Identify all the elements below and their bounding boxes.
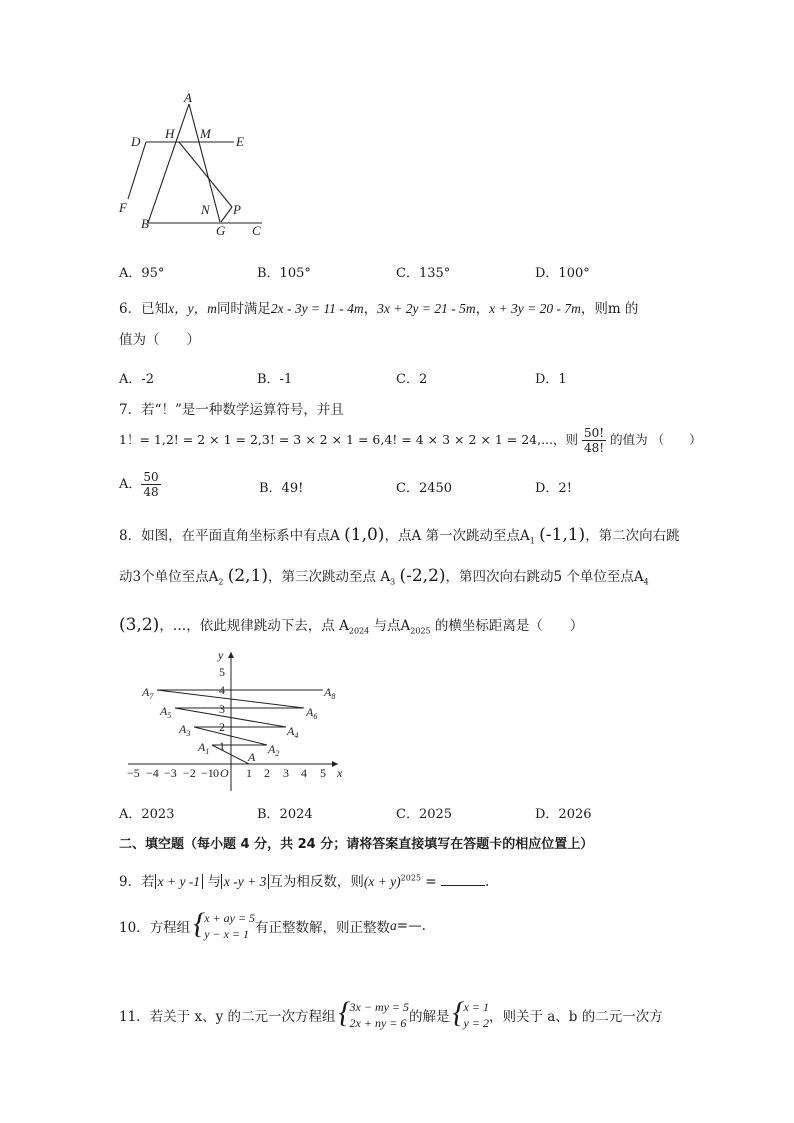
label-G: G xyxy=(216,223,226,238)
x-tick-5: 5 xyxy=(320,766,326,780)
label-A: A xyxy=(184,92,192,105)
q6-line1: 6．已知x，y，m同时满足2x - 3y = 11 - 4m，3x + 2y = 21 - 5m，x + 3y = 20 - 7m，则m 的 xyxy=(119,301,639,317)
x-tick-4: 4 xyxy=(301,766,307,780)
q7-option-a[interactable]: A． $\frac{50}{48}$ xyxy=(119,470,159,499)
y-tick-1: 1 xyxy=(219,739,225,753)
axis-label-x: x xyxy=(337,766,343,780)
q11-solution-system: { x = 1 y = 2 xyxy=(456,999,489,1031)
q7-line2: 1！= 1,2! = 2 × 1 = 2,3! = 3 × 2 × 1 = 6,4! = 4 × 3 × 2 × 1 = 24,...，则 $\frac{50!}{48!}$ 的值为 （ ） xyxy=(119,426,702,455)
label-E: E xyxy=(236,134,244,149)
x-tick-3: 3 xyxy=(283,766,289,780)
x-tick-0: 0 xyxy=(213,766,219,780)
label-N: N xyxy=(201,202,210,217)
q8-line3: (3,2)，…，依此规律跳动下去，点 $A_{2024}$ 与点$A_{2025}$ 的横坐标距离是（ ） xyxy=(119,615,584,636)
point-A1: $A_1$ xyxy=(198,740,210,756)
q8-option-d[interactable]: D．2026 xyxy=(535,807,592,822)
q5-option-b[interactable]: B．105° xyxy=(257,266,311,281)
q8-coordinate-graph xyxy=(120,646,360,794)
label-B: B xyxy=(141,216,149,231)
q9-abs2: x -y + 3 xyxy=(221,874,269,889)
q10-line: 10．方程组 { x + ay = 5 y − x = 1 有正整数解，则正整数 a =—. xyxy=(119,906,426,946)
section-heading: 二、填空题（每小题 4 分，共 24 分；请将答案直接填写在答题卡的相应位置上） xyxy=(119,837,594,852)
q6-line2: 值为（ ） xyxy=(119,332,200,348)
label-F: F xyxy=(119,200,127,215)
x-tick-neg5: −5 xyxy=(127,766,140,780)
q6-option-b[interactable]: B．-1 xyxy=(257,372,293,387)
x-tick-neg2: −2 xyxy=(183,766,196,780)
y-tick-4: 4 xyxy=(219,683,225,697)
point-A7: $A_7$ xyxy=(142,685,154,701)
origin-label: O xyxy=(220,766,229,780)
q7-line1: 7．若“！”是一种数学运算符号，并且 xyxy=(119,402,344,418)
q9-answer-blank[interactable] xyxy=(441,873,485,886)
q11-equation-system: { 3x − my = 5 2x + ny = 6 xyxy=(342,999,410,1031)
q8-line2: 动3个单位至点$A_2$ (2,1)，第三次跳动至点 $A_3$ (-2,2)，第四次向右跳动5 个单位至点$A_4$ xyxy=(119,566,649,587)
label-P: P xyxy=(233,202,241,217)
q6-option-c[interactable]: C．2 xyxy=(396,372,428,387)
x-tick-neg1: −1 xyxy=(201,766,214,780)
x-tick-1: 1 xyxy=(246,766,252,780)
point-A4: $A_4$ xyxy=(287,724,299,740)
point-A8: $A_8$ xyxy=(324,685,336,701)
q6-option-a[interactable]: A．-2 xyxy=(119,372,155,387)
q5-option-a[interactable]: A．95° xyxy=(119,266,165,281)
q7-fraction: $\frac{50!}{48!}$ xyxy=(584,426,605,455)
point-A: A xyxy=(248,750,256,764)
q5-geometry-figure xyxy=(112,92,282,242)
q7-option-b[interactable]: B．49! xyxy=(259,481,304,496)
q10-equation-system: { x + ay = 5 y − x = 1 xyxy=(196,910,255,942)
q8-option-a[interactable]: A．2023 xyxy=(119,807,175,822)
y-tick-3: 3 xyxy=(219,702,225,716)
x-tick-neg3: −3 xyxy=(164,766,177,780)
y-tick-2: 2 xyxy=(219,720,225,734)
y-tick-5: 5 xyxy=(219,665,225,679)
q7-option-c[interactable]: C．2450 xyxy=(396,481,453,496)
q9-line: 9．若 x + y -1 与 x -y + 3 互为相反数，则$(x + y)^{2025}$ = . xyxy=(119,873,490,890)
q8-option-b[interactable]: B．2024 xyxy=(257,807,313,822)
label-M: M xyxy=(200,126,211,141)
q8-option-c[interactable]: C．2025 xyxy=(396,807,453,822)
q7-option-d[interactable]: D．2! xyxy=(535,481,572,496)
q5-option-c[interactable]: C．135° xyxy=(396,266,451,281)
q5-option-d[interactable]: D．100° xyxy=(535,266,590,281)
point-A5: $A_5$ xyxy=(160,704,172,720)
point-A3: $A_3$ xyxy=(179,722,191,738)
x-tick-2: 2 xyxy=(264,766,270,780)
q11-line: 11．若关于 x、y 的二元一次方程组 { 3x − my = 5 2x + ny = 6 的解是 { x = 1 y = 2 ，则关于 a、b 的二元一次方 xyxy=(119,995,663,1035)
axis-label-y: y xyxy=(218,648,224,662)
label-D: D xyxy=(131,134,141,149)
point-A2: $A_2$ xyxy=(268,742,280,758)
q8-line1: 8．如图，在平面直角坐标系中有点A (1,0)，点A 第一次跳动至点$A_1$ (-1,1)，第二次向右跳 xyxy=(119,525,680,546)
q6-option-d[interactable]: D．1 xyxy=(535,372,567,387)
x-tick-neg4: −4 xyxy=(146,766,159,780)
label-C: C xyxy=(252,223,261,238)
point-A6: $A_6$ xyxy=(306,705,318,721)
q9-abs1: x + y -1 xyxy=(155,874,203,889)
label-H: H xyxy=(165,126,175,141)
